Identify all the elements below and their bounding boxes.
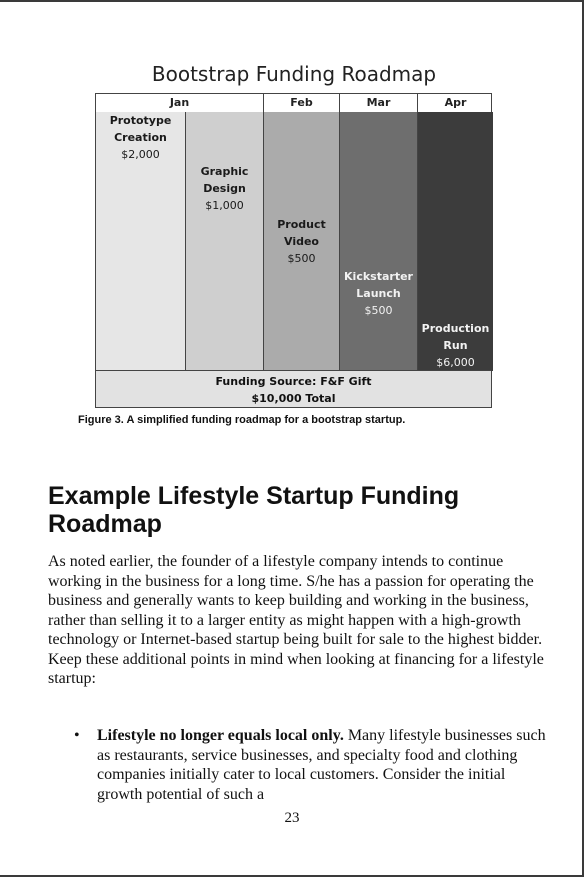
body-paragraph: As noted earlier, the founder of a lifestyle company intends to continue working in the business for a long time. S/he has a passion for operating the business and generally wants to keep building and working in the business, rather than selling it to a larger entity as might happen with a high-growth technology or Internet-based startup being built for sale to the highest bidder. Keep these additional points in mind when looking at financing for a lifestyle startup: bbox=[48, 553, 544, 687]
stage-name: Run bbox=[443, 339, 468, 352]
stage-name: Production bbox=[421, 322, 490, 335]
stage-column-kickstarter bbox=[340, 112, 418, 371]
funding-roadmap-figure bbox=[95, 93, 492, 408]
figure-title: Bootstrap Funding Roadmap bbox=[151, 62, 437, 86]
stage-product-video bbox=[264, 216, 339, 267]
figure-caption: Figure 3. A simplified funding roadmap for a bootstrap startup. bbox=[78, 414, 406, 426]
funding-source-box bbox=[96, 370, 491, 407]
stage-column-production-run bbox=[418, 112, 493, 371]
month-header-row bbox=[96, 94, 491, 113]
stage-name: Video bbox=[284, 235, 319, 248]
stage-amount: $1,000 bbox=[205, 199, 244, 212]
month-feb: Feb bbox=[264, 94, 340, 112]
funding-total: $10,000 Total bbox=[251, 392, 336, 405]
stage-production-run bbox=[418, 320, 493, 371]
stage-name: Creation bbox=[114, 131, 167, 144]
page-border-top bbox=[0, 0, 584, 2]
funding-source-label: Funding Source: F&F Gift bbox=[215, 375, 372, 388]
bullet-marker: • bbox=[74, 727, 80, 744]
stage-name: Design bbox=[203, 182, 246, 195]
stage-name: Graphic bbox=[200, 165, 249, 178]
stage-amount: $2,000 bbox=[121, 148, 160, 161]
stage-graphic-design bbox=[186, 163, 263, 214]
bullet-body: Many lifestyle businesses such as restaurants, service businesses, and specialty food and clothing companies initially cater to local customers. Consider the initial growth potential of such a bbox=[97, 727, 546, 803]
stage-amount: $500 bbox=[364, 304, 393, 317]
stage-name: Prototype bbox=[109, 114, 172, 127]
stage-amount: $500 bbox=[287, 252, 316, 265]
stage-name: Kickstarter bbox=[344, 270, 413, 283]
page-number: 23 bbox=[284, 810, 300, 826]
stage-kickstarter-launch bbox=[340, 268, 417, 319]
stage-column-prototype bbox=[96, 112, 186, 371]
bullet-lead: Lifestyle no longer equals local only. bbox=[97, 727, 344, 744]
stage-amount: $6,000 bbox=[436, 356, 475, 369]
stage-column-graphic-design bbox=[186, 112, 264, 371]
month-jan: Jan bbox=[96, 94, 264, 112]
stage-name: Launch bbox=[356, 287, 401, 300]
month-apr: Apr bbox=[444, 96, 467, 109]
stage-prototype bbox=[96, 112, 185, 163]
stage-column-product-video bbox=[264, 112, 340, 371]
stage-name: Product bbox=[277, 218, 326, 231]
section-heading: Example Lifestyle Startup Funding Roadmap bbox=[48, 482, 460, 538]
bullet-item bbox=[97, 726, 547, 804]
month-mar: Mar bbox=[340, 94, 418, 112]
